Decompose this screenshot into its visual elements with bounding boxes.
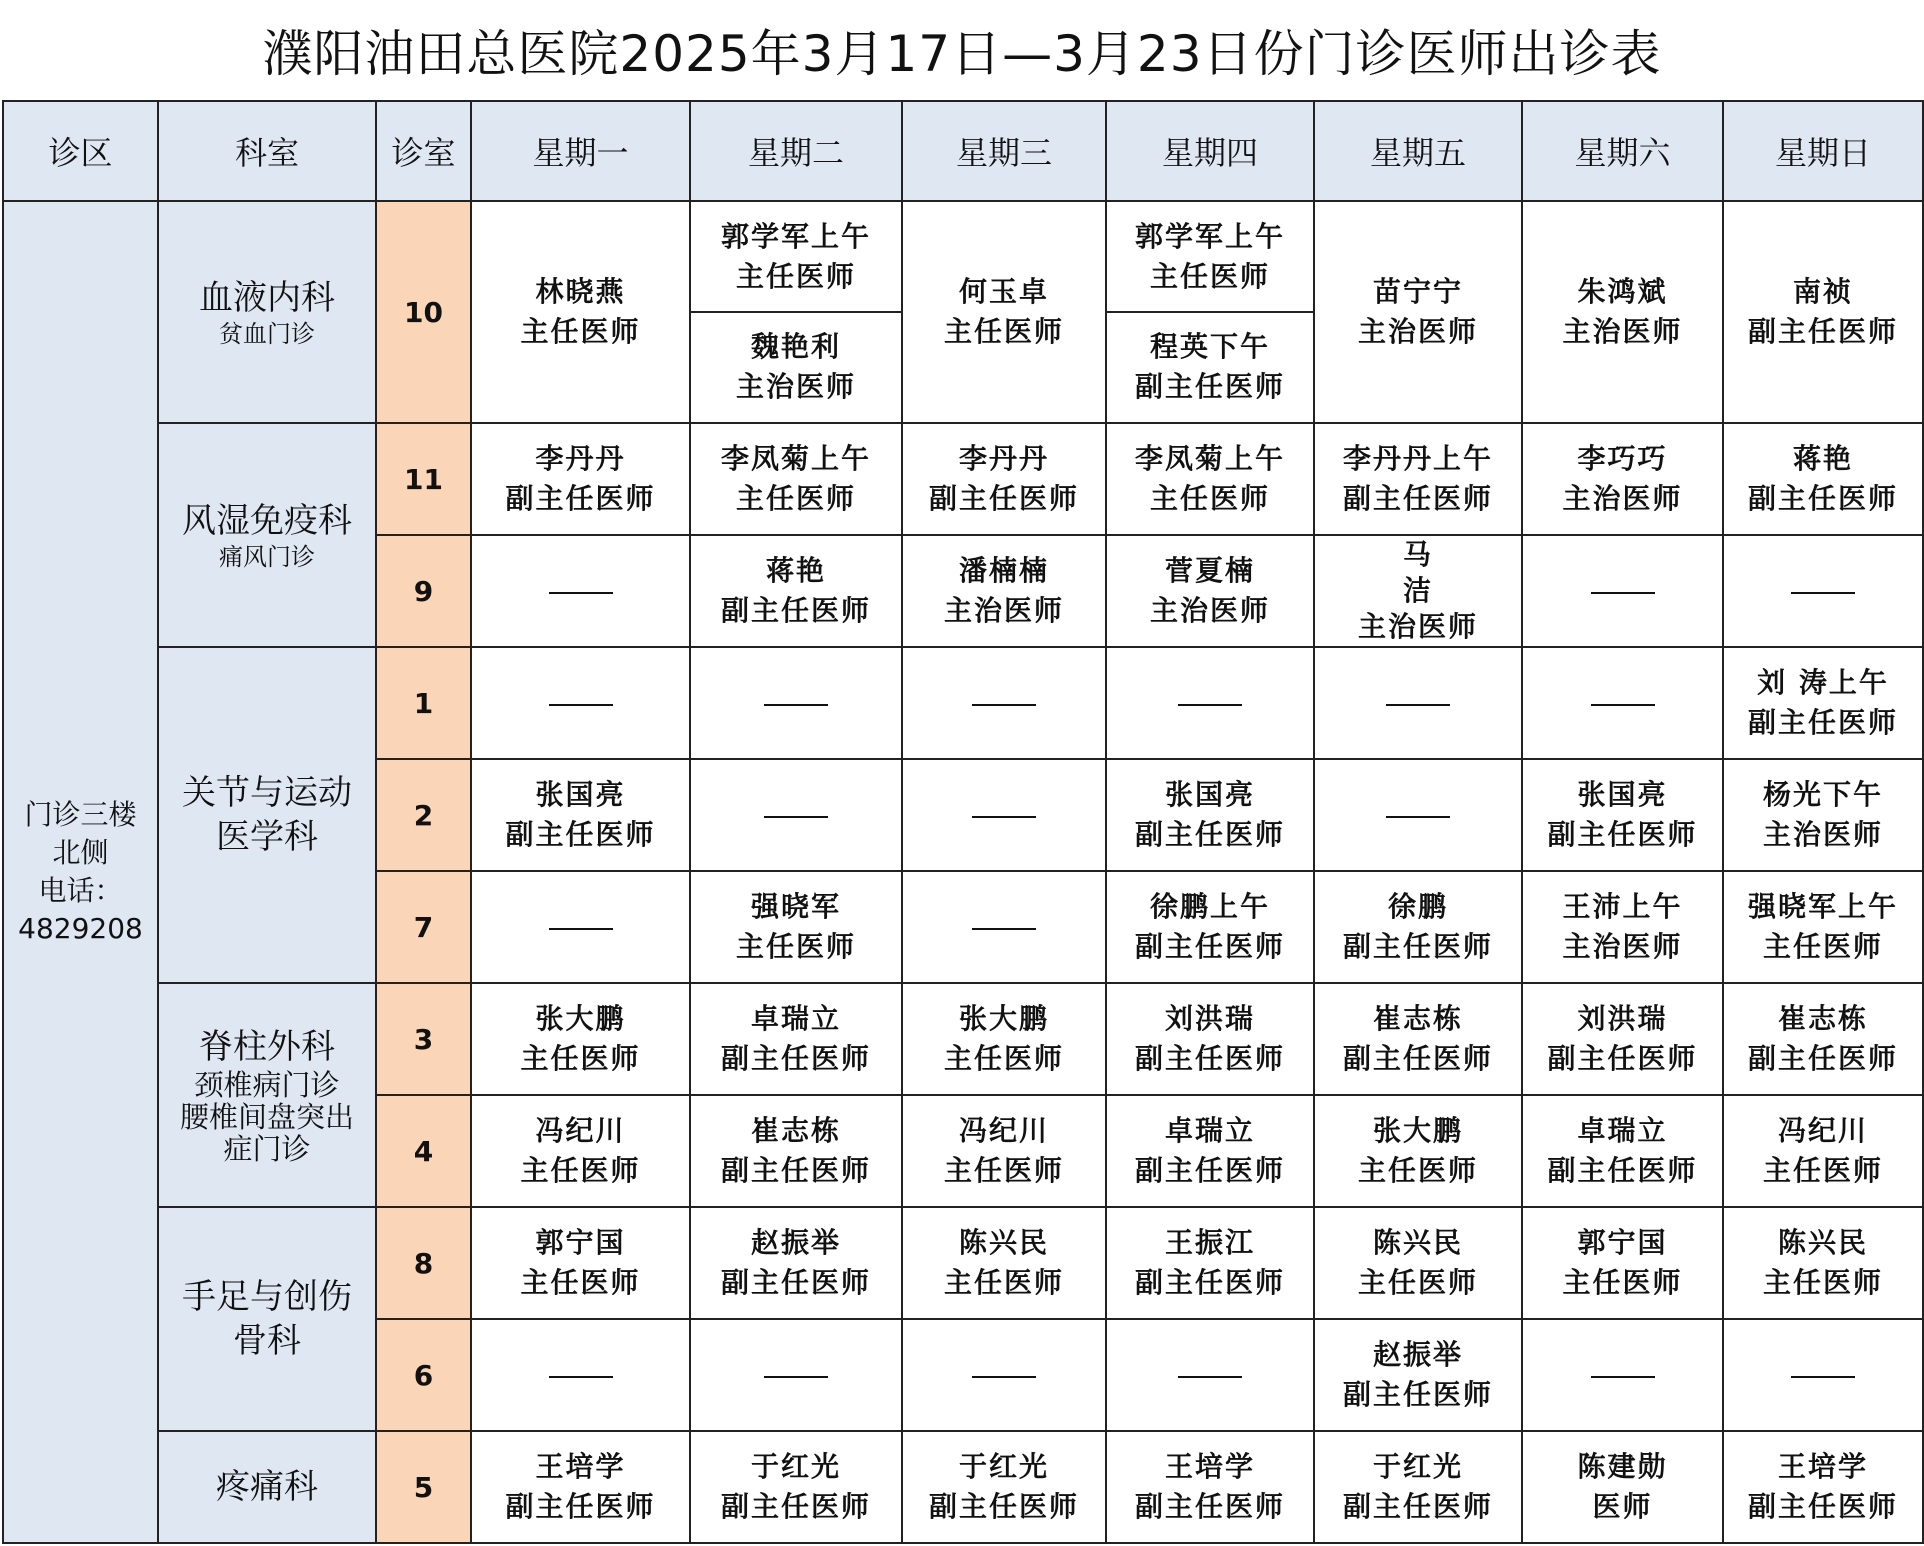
schedule-cell [1314, 983, 1522, 1095]
header-wed: 星期三 [902, 101, 1106, 201]
schedule-cell [1314, 1319, 1522, 1431]
doctor-name: 何玉卓 [958, 275, 1049, 308]
doctor-name: 李丹丹 [958, 442, 1049, 475]
doctor-title: 主治医师 [735, 370, 856, 403]
doctor-title: 主任医师 [520, 1042, 641, 1075]
doctor-name: 南祯 [1792, 275, 1853, 308]
table-row [3, 647, 1923, 759]
schedule-cell [471, 871, 690, 983]
doctor-name: 菅夏楠 [1164, 554, 1255, 587]
doctor-name: 于红光 [750, 1450, 841, 1483]
no-clinic-dash [1178, 704, 1242, 706]
schedule-cell [1106, 759, 1314, 871]
schedule-cell [1106, 1207, 1314, 1319]
no-clinic-dash [1591, 1376, 1655, 1378]
dept-cell [158, 983, 376, 1207]
schedule-cell [1314, 1095, 1522, 1207]
schedule-cell [1723, 423, 1923, 535]
doctor-title: 主任医师 [735, 482, 856, 515]
schedule-cell [471, 201, 690, 423]
doctor-title: 主治医师 [1562, 482, 1683, 515]
dept-name: 风湿免疫科 [182, 501, 352, 541]
doctor-name: 张国亮 [1577, 778, 1668, 811]
doctor-title: 主治医师 [1149, 594, 1270, 627]
no-clinic-dash [1791, 592, 1855, 594]
doctor-name: 陈兴民 [958, 1226, 1049, 1259]
doctor-name: 郭学军上午 [720, 220, 871, 253]
doctor-name: 刘 涛上午 [1757, 666, 1889, 699]
schedule-cell [1723, 983, 1923, 1095]
schedule-cell [1522, 759, 1723, 871]
doctor-name: 李丹丹上午 [1342, 442, 1493, 475]
schedule-cell [1314, 759, 1522, 871]
schedule-cell [690, 1095, 902, 1207]
doctor-title: 副主任医师 [720, 1154, 871, 1187]
no-clinic-dash [1386, 816, 1450, 818]
schedule-cell [1522, 983, 1723, 1095]
area-line: 电话： [38, 874, 123, 907]
dept-cell [158, 647, 376, 983]
doctor-title: 主任医师 [1149, 482, 1270, 515]
schedule-cell [902, 983, 1106, 1095]
schedule-cell [1314, 1431, 1522, 1543]
schedule-cell [1106, 871, 1314, 983]
dept-name: 骨科 [233, 1321, 301, 1361]
doctor-title: 副主任医师 [1134, 1490, 1285, 1523]
no-clinic-dash [764, 1376, 828, 1378]
doctor-name: 李巧巧 [1577, 442, 1668, 475]
doctor-title: 主治医师 [1762, 818, 1883, 851]
room-number: 8 [376, 1207, 471, 1319]
schedule-cell [1522, 1207, 1723, 1319]
doctor-name: 冯纪川 [535, 1114, 626, 1147]
room-number: 4 [376, 1095, 471, 1207]
doctor-title: 主任医师 [943, 1154, 1064, 1187]
no-clinic-dash [764, 704, 828, 706]
doctor-name: 冯纪川 [958, 1114, 1049, 1147]
schedule-cell [902, 1207, 1106, 1319]
doctor-name: 陈兴民 [1372, 1226, 1463, 1259]
schedule-cell [690, 871, 902, 983]
schedule-cell [902, 423, 1106, 535]
schedule-cell [471, 983, 690, 1095]
header-sat: 星期六 [1522, 101, 1723, 201]
schedule-cell [902, 201, 1106, 423]
dept-name: 脊柱外科 [199, 1027, 335, 1067]
doctor-name: 卓瑞立 [750, 1002, 841, 1035]
schedule-cell [471, 1431, 690, 1543]
schedule-cell [1522, 871, 1723, 983]
schedule-cell [1314, 201, 1522, 423]
schedule-cell [690, 1319, 902, 1431]
schedule-cell [1522, 423, 1723, 535]
doctor-title: 副主任医师 [1134, 1266, 1285, 1299]
schedule-cell [1522, 1095, 1723, 1207]
doctor-title: 主任医师 [1762, 1154, 1883, 1187]
doctor-name: 王沛上午 [1562, 890, 1683, 923]
doctor-title: 副主任医师 [1547, 1154, 1698, 1187]
doctor-title: 主任医师 [1762, 1266, 1883, 1299]
dept-name: 手足与创伤 [182, 1277, 352, 1317]
dept-name: 关节与运动 [182, 773, 352, 813]
table-row [3, 423, 1923, 535]
doctor-title: 副主任医师 [1747, 482, 1898, 515]
schedule-cell [1723, 1095, 1923, 1207]
schedule-table [2, 100, 1924, 1544]
schedule-cell [1314, 647, 1522, 759]
doctor-title: 副主任医师 [720, 594, 871, 627]
doctor-name: 朱鸿斌 [1577, 275, 1668, 308]
doctor-title: 副主任医师 [505, 1490, 656, 1523]
doctor-name: 苗宁宁 [1372, 275, 1463, 308]
header-row [3, 101, 1923, 201]
doctor-name: 陈建勋 [1577, 1450, 1668, 1483]
doctor-title: 副主任医师 [1747, 1490, 1898, 1523]
schedule-body [3, 201, 1923, 1543]
doctor-title: 主任医师 [1562, 1266, 1683, 1299]
doctor-title: 副主任医师 [505, 818, 656, 851]
doctor-name: 于红光 [1372, 1450, 1463, 1483]
schedule-cell [471, 423, 690, 535]
schedule-cell [690, 647, 902, 759]
doctor-name: 徐鹏 [1387, 890, 1448, 923]
doctor-title: 副主任医师 [1547, 818, 1698, 851]
schedule-cell [1723, 647, 1923, 759]
doctor-name: 陈兴民 [1777, 1226, 1868, 1259]
no-clinic-dash [764, 816, 828, 818]
doctor-name: 卓瑞立 [1577, 1114, 1668, 1147]
dept-name: 医学科 [216, 817, 318, 857]
schedule-cell [1522, 1431, 1723, 1543]
doctor-name: 蒋艳 [1792, 442, 1853, 475]
dept-cell [158, 1431, 376, 1543]
schedule-slot-am [1107, 203, 1313, 313]
doctor-title: 主任医师 [1357, 1266, 1478, 1299]
schedule-cell [1106, 423, 1314, 535]
no-clinic-dash [549, 592, 613, 594]
doctor-name: 刘洪瑞 [1164, 1002, 1255, 1035]
doctor-title: 主任医师 [735, 930, 856, 963]
dept-subtitle: 贫血门诊 [219, 320, 315, 348]
doctor-title: 副主任医师 [1134, 1042, 1285, 1075]
schedule-cell [471, 1207, 690, 1319]
doctor-title: 副主任医师 [1134, 818, 1285, 851]
doctor-title: 副主任医师 [1547, 1042, 1698, 1075]
header-thu: 星期四 [1106, 101, 1314, 201]
table-row [3, 1431, 1923, 1543]
doctor-name: 郭宁国 [1577, 1226, 1668, 1259]
doctor-title: 副主任医师 [1342, 1490, 1493, 1523]
doctor-name: 郭学军上午 [1134, 220, 1285, 253]
doctor-name: 强晓军上午 [1747, 890, 1898, 923]
schedule-cell [902, 1431, 1106, 1543]
doctor-title: 副主任医师 [1342, 1042, 1493, 1075]
schedule-cell [1522, 1319, 1723, 1431]
header-room: 诊室 [376, 101, 471, 201]
doctor-name: 程英下午 [1149, 330, 1270, 363]
no-clinic-dash [549, 1376, 613, 1378]
schedule-cell [902, 759, 1106, 871]
schedule-cell [1106, 1095, 1314, 1207]
doctor-title: 副主任医师 [505, 482, 656, 515]
no-clinic-dash [549, 704, 613, 706]
doctor-title: 主治医师 [1562, 930, 1683, 963]
doctor-title: 主任医师 [520, 1266, 641, 1299]
schedule-cell [1723, 759, 1923, 871]
doctor-name: 王培学 [1164, 1450, 1255, 1483]
no-clinic-dash [1791, 1376, 1855, 1378]
room-number: 3 [376, 983, 471, 1095]
doctor-name: 崔志栋 [1372, 1002, 1463, 1035]
doctor-name: 魏艳利 [750, 330, 841, 363]
table-row [3, 983, 1923, 1095]
dept-cell [158, 201, 376, 423]
room-number: 11 [376, 423, 471, 535]
doctor-title: 主任医师 [520, 1154, 641, 1187]
doctor-name: 李丹丹 [535, 442, 626, 475]
no-clinic-dash [972, 816, 1036, 818]
schedule-cell [690, 535, 902, 647]
schedule-cell [1314, 423, 1522, 535]
room-number: 1 [376, 647, 471, 759]
schedule-cell [690, 759, 902, 871]
schedule-cell [471, 759, 690, 871]
doctor-name: 赵振举 [750, 1226, 841, 1259]
doctor-title: 主任医师 [1762, 930, 1883, 963]
schedule-slot-pm [691, 313, 901, 421]
doctor-name: 崔志栋 [1777, 1002, 1868, 1035]
no-clinic-dash [549, 928, 613, 930]
schedule-cell [902, 1095, 1106, 1207]
area-line: 4829208 [18, 912, 143, 945]
doctor-name: 张国亮 [1164, 778, 1255, 811]
schedule-cell [902, 647, 1106, 759]
doctor-name: 张大鹏 [1372, 1114, 1463, 1147]
table-row [3, 1207, 1923, 1319]
header-tue: 星期二 [690, 101, 902, 201]
doctor-name: 张大鹏 [535, 1002, 626, 1035]
doctor-title: 副主任医师 [1342, 482, 1493, 515]
doctor-name: 崔志栋 [750, 1114, 841, 1147]
doctor-name: 张大鹏 [958, 1002, 1049, 1035]
schedule-cell [690, 1207, 902, 1319]
doctor-title: 副主任医师 [1134, 1154, 1285, 1187]
doctor-title: 副主任医师 [1342, 1378, 1493, 1411]
doctor-name: 郭宁国 [535, 1226, 626, 1259]
schedule-cell [1723, 871, 1923, 983]
schedule-cell [902, 871, 1106, 983]
doctor-title: 主治医师 [1357, 610, 1478, 643]
doctor-name: 李凤菊上午 [720, 442, 871, 475]
schedule-cell [1106, 983, 1314, 1095]
doctor-title: 主任医师 [943, 1042, 1064, 1075]
doctor-name: 杨光下午 [1762, 778, 1883, 811]
schedule-cell [690, 423, 902, 535]
schedule-cell [1522, 201, 1723, 423]
doctor-title: 副主任医师 [1342, 930, 1493, 963]
schedule-cell [690, 1431, 902, 1543]
doctor-name: 冯纪川 [1777, 1114, 1868, 1147]
doctor-name: 卓瑞立 [1164, 1114, 1255, 1147]
doctor-title: 洁 [1402, 574, 1433, 607]
area-line: 门诊三楼 [24, 798, 137, 831]
schedule-cell [1723, 1207, 1923, 1319]
schedule-cell [471, 535, 690, 647]
doctor-name: 强晓军 [750, 890, 841, 923]
schedule-cell [690, 983, 902, 1095]
doctor-title: 主任医师 [943, 315, 1064, 348]
schedule-cell [1314, 535, 1522, 647]
table-row [3, 201, 1923, 423]
schedule-cell [1106, 201, 1314, 423]
schedule-slot-pm [1107, 313, 1313, 421]
doctor-title: 副主任医师 [720, 1042, 871, 1075]
schedule-cell [1314, 871, 1522, 983]
schedule-cell [690, 201, 902, 423]
area-line: 北侧 [52, 836, 109, 869]
doctor-name: 王培学 [535, 1450, 626, 1483]
doctor-title: 主任医师 [943, 1266, 1064, 1299]
no-clinic-dash [972, 704, 1036, 706]
schedule-cell [1723, 535, 1923, 647]
dept-subtitle: 腰椎间盘突出 [179, 1100, 354, 1134]
doctor-name: 赵振举 [1372, 1338, 1463, 1371]
doctor-name: 徐鹏上午 [1149, 890, 1270, 923]
dept-cell [158, 423, 376, 647]
schedule-cell [1314, 1207, 1522, 1319]
doctor-name: 林晓燕 [535, 275, 626, 308]
no-clinic-dash [1386, 704, 1450, 706]
doctor-name: 李凤菊上午 [1134, 442, 1285, 475]
schedule-slot-am [691, 203, 901, 313]
doctor-title: 副主任医师 [1134, 930, 1285, 963]
no-clinic-dash [1591, 592, 1655, 594]
doctor-name: 张国亮 [535, 778, 626, 811]
doctor-name: 于红光 [958, 1450, 1049, 1483]
header-sun: 星期日 [1723, 101, 1923, 201]
schedule-cell [1106, 1319, 1314, 1431]
doctor-title: 副主任医师 [928, 1490, 1079, 1523]
schedule-cell [1106, 1431, 1314, 1543]
schedule-cell [902, 535, 1106, 647]
doctor-title: 副主任医师 [1134, 370, 1285, 403]
doctor-name: 潘楠楠 [958, 554, 1049, 587]
schedule-cell [1723, 1431, 1923, 1543]
dept-name: 疼痛科 [216, 1467, 318, 1507]
doctor-title: 主治医师 [1357, 315, 1478, 348]
dept-cell [158, 1207, 376, 1431]
header-fri: 星期五 [1314, 101, 1522, 201]
schedule-cell [902, 1319, 1106, 1431]
header-mon: 星期一 [471, 101, 690, 201]
dept-subtitle: 症门诊 [223, 1132, 311, 1166]
no-clinic-dash [972, 1376, 1036, 1378]
schedule-cell [1723, 201, 1923, 423]
doctor-name: 王培学 [1777, 1450, 1868, 1483]
schedule-cell [1106, 535, 1314, 647]
schedule-cell [1106, 647, 1314, 759]
no-clinic-dash [1178, 1376, 1242, 1378]
area-cell [3, 201, 158, 1543]
header-dept: 科室 [158, 101, 376, 201]
header-area: 诊区 [3, 101, 158, 201]
doctor-title: 副主任医师 [1747, 315, 1898, 348]
room-number: 10 [376, 201, 471, 423]
dept-subtitle: 痛风门诊 [219, 543, 315, 571]
schedule-cell [1522, 535, 1723, 647]
doctor-title: 副主任医师 [720, 1490, 871, 1523]
room-number: 2 [376, 759, 471, 871]
doctor-name: 马 [1402, 538, 1433, 571]
doctor-title: 医师 [1592, 1490, 1653, 1523]
doctor-title: 主治医师 [1562, 315, 1683, 348]
doctor-title: 主治医师 [943, 594, 1064, 627]
schedule-cell [471, 1095, 690, 1207]
doctor-title: 副主任医师 [1747, 1042, 1898, 1075]
room-number: 9 [376, 535, 471, 647]
schedule-cell [471, 1319, 690, 1431]
doctor-name: 王振江 [1164, 1226, 1255, 1259]
doctor-title: 副主任医师 [720, 1266, 871, 1299]
schedule-cell [471, 647, 690, 759]
doctor-title: 主任医师 [520, 315, 641, 348]
no-clinic-dash [972, 928, 1036, 930]
schedule-cell [1522, 647, 1723, 759]
dept-name: 血液内科 [199, 278, 335, 318]
schedule-cell [1723, 1319, 1923, 1431]
doctor-name: 刘洪瑞 [1577, 1002, 1668, 1035]
no-clinic-dash [1591, 704, 1655, 706]
page-title: 濮阳油田总医院2025年3月17日—3月23日份门诊医师出诊表 [262, 25, 1662, 83]
doctor-title: 主任医师 [1149, 260, 1270, 293]
doctor-title: 副主任医师 [1747, 706, 1898, 739]
room-number: 5 [376, 1431, 471, 1543]
doctor-title: 副主任医师 [928, 482, 1079, 515]
room-number: 7 [376, 871, 471, 983]
dept-subtitle: 颈椎病门诊 [194, 1068, 340, 1102]
doctor-name: 蒋艳 [765, 554, 826, 587]
room-number: 6 [376, 1319, 471, 1431]
doctor-title: 主任医师 [735, 260, 856, 293]
doctor-title: 主任医师 [1357, 1154, 1478, 1187]
